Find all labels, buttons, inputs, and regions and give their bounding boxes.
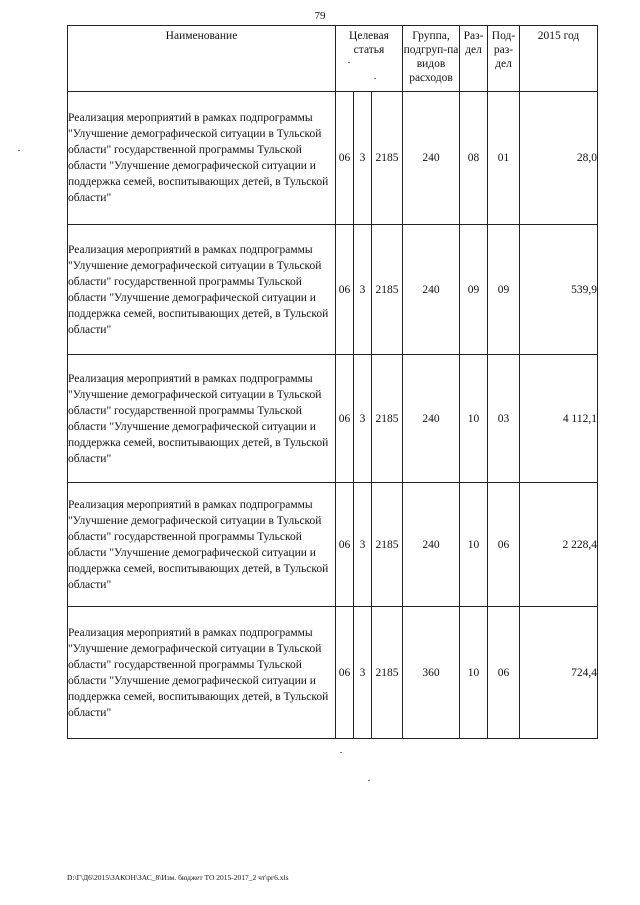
row-subsection: 06	[488, 483, 520, 607]
scan-speck	[18, 150, 20, 151]
table-row	[68, 225, 598, 355]
header-expense-group: Группа, подгруп-па видов расходов	[403, 26, 460, 92]
row-target-code-1: 06	[336, 607, 354, 739]
row-expense-group: 240	[403, 92, 460, 225]
row-target-code-2: 3	[354, 355, 372, 483]
header-section: Раз-дел	[460, 26, 488, 92]
header-target-article: Целевая статья	[336, 26, 403, 92]
row-subsection: 01	[488, 92, 520, 225]
row-subsection: 06	[488, 607, 520, 739]
row-target-code-3: 2185	[372, 607, 403, 739]
row-name: Реализация мероприятий в рамках подпрограммы "Улучшение демографической ситуации в Тульской области" государственной программы Тульской области "Улучшение демографической ситуации и поддержка семей, воспитывающих детей, в Тульской области"	[68, 483, 336, 607]
row-amount: 28,0	[520, 92, 598, 225]
row-amount: 539,9	[520, 225, 598, 355]
row-target-code-2: 3	[354, 92, 372, 225]
row-section: 08	[460, 92, 488, 225]
header-row	[68, 26, 598, 92]
table-row	[68, 607, 598, 739]
header-subsection: Под-раз-дел	[488, 26, 520, 92]
row-amount: 2 228,4	[520, 483, 598, 607]
row-target-code-2: 3	[354, 607, 372, 739]
row-subsection: 09	[488, 225, 520, 355]
row-target-code-3: 2185	[372, 483, 403, 607]
row-expense-group: 360	[403, 607, 460, 739]
row-target-code-3: 2185	[372, 225, 403, 355]
header-year: 2015 год	[520, 26, 598, 92]
row-expense-group: 240	[403, 225, 460, 355]
row-expense-group: 240	[403, 483, 460, 607]
row-target-code-1: 06	[336, 92, 354, 225]
row-target-code-3: 2185	[372, 355, 403, 483]
row-name: Реализация мероприятий в рамках подпрограммы "Улучшение демографической ситуации в Тульской области" государственной программы Тульской области "Улучшение демографической ситуации и поддержка семей, воспитывающих детей, в Тульской области"	[68, 225, 336, 355]
header-name: Наименование	[68, 26, 336, 92]
row-section: 10	[460, 355, 488, 483]
row-section: 09	[460, 225, 488, 355]
table-row	[68, 483, 598, 607]
row-section: 10	[460, 607, 488, 739]
scan-speck	[340, 752, 342, 753]
row-target-code-2: 3	[354, 483, 372, 607]
page-number: 79	[314, 10, 326, 22]
table-row	[68, 92, 598, 225]
row-name: Реализация мероприятий в рамках подпрограммы "Улучшение демографической ситуации в Тульской области" государственной программы Тульской области "Улучшение демографической ситуации и поддержка семей, воспитывающих детей, в Тульской области"	[68, 92, 336, 225]
row-amount: 724,4	[520, 607, 598, 739]
row-target-code-2: 3	[354, 225, 372, 355]
row-expense-group: 240	[403, 355, 460, 483]
row-amount: 4 112,1	[520, 355, 598, 483]
budget-table	[67, 25, 598, 739]
row-name: Реализация мероприятий в рамках подпрограммы "Улучшение демографической ситуации в Тульской области" государственной программы Тульской области "Улучшение демографической ситуации и поддержка семей, воспитывающих детей, в Тульской области"	[68, 607, 336, 739]
row-target-code-1: 06	[336, 225, 354, 355]
scan-speck	[368, 780, 370, 781]
row-target-code-3: 2185	[372, 92, 403, 225]
row-name: Реализация мероприятий в рамках подпрограммы "Улучшение демографической ситуации в Тульской области" государственной программы Тульской области "Улучшение демографической ситуации и поддержка семей, воспитывающих детей, в Тульской области"	[68, 355, 336, 483]
row-subsection: 03	[488, 355, 520, 483]
row-target-code-1: 06	[336, 483, 354, 607]
file-path-footer: D:\Г\Д6\2015\ЗАКОН\ЗАС_8\Изм. бюджет ТО 2015-2017_2 чт\рг6.xls	[67, 873, 289, 882]
row-target-code-1: 06	[336, 355, 354, 483]
row-section: 10	[460, 483, 488, 607]
table-row	[68, 355, 598, 483]
